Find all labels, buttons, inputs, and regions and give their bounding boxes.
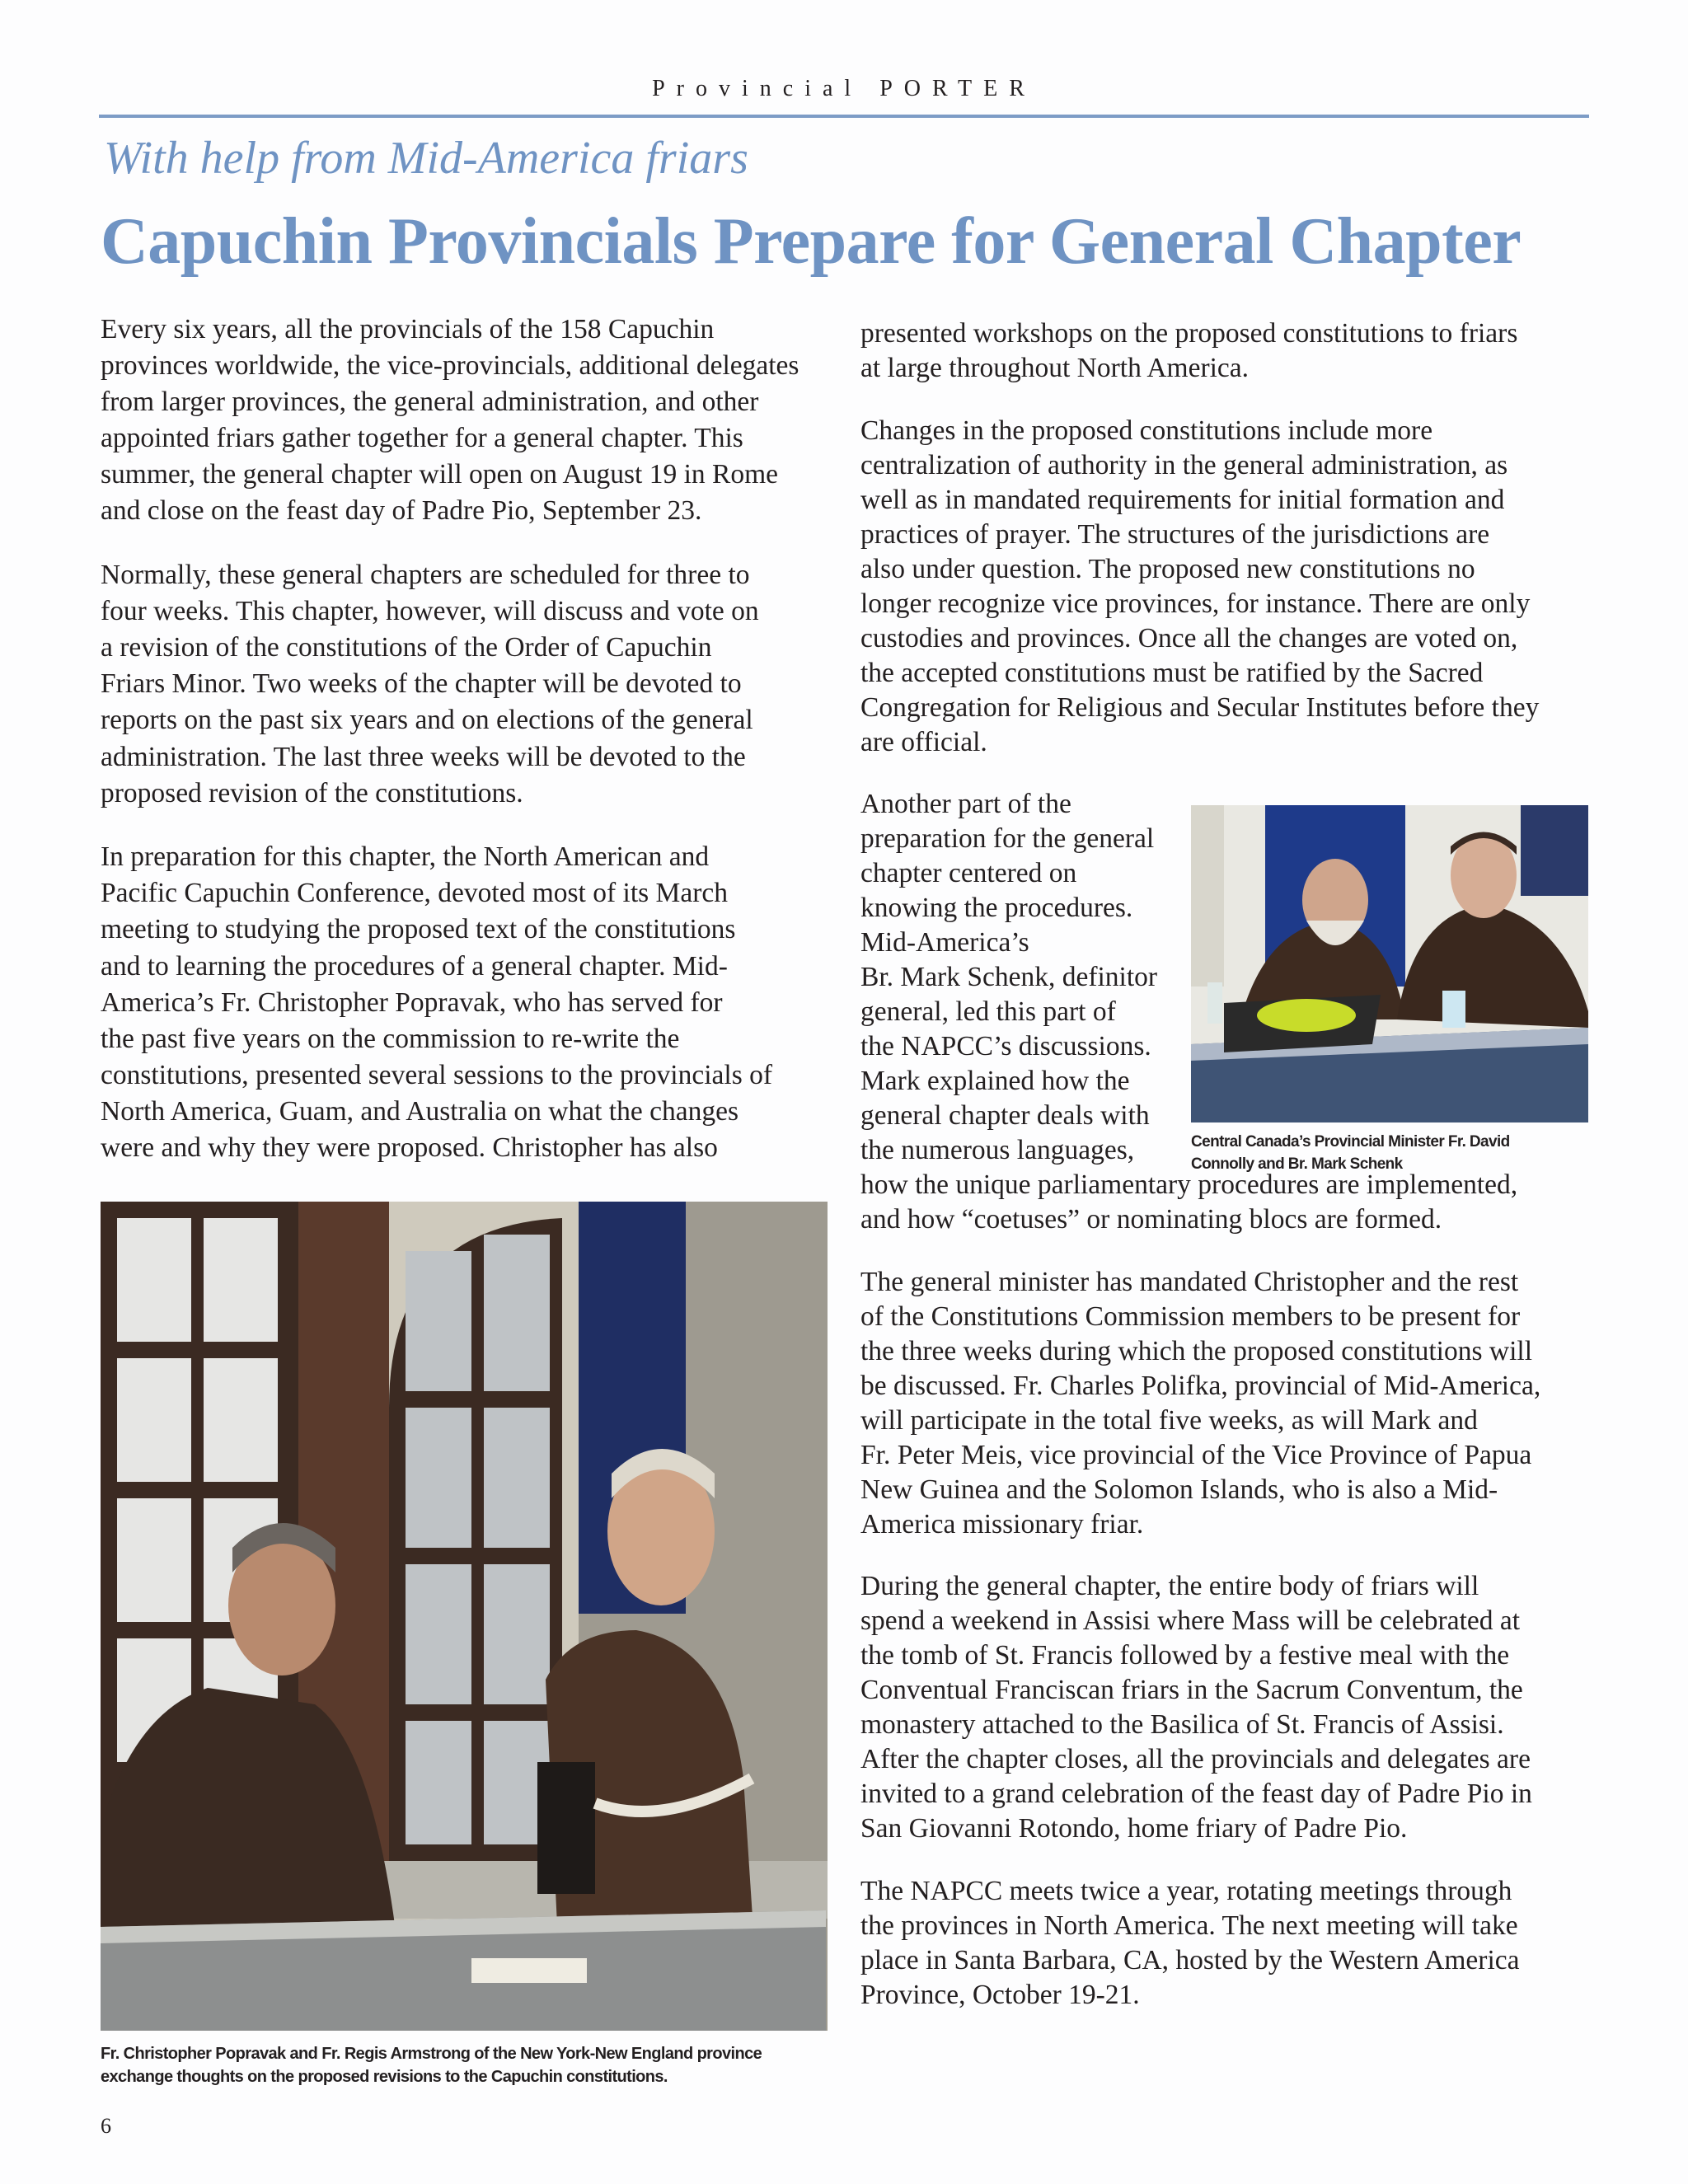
text-line: the tomb of St. Francis followed by a festive meal with the (860, 1640, 1510, 1671)
text-line: presented workshops on the proposed constitutions to friars (860, 318, 1518, 349)
text-line: be discussed. Fr. Charles Polifka, provincial of Mid-America, (860, 1370, 1541, 1401)
text-line: spend a weekend in Assisi where Mass will be celebrated at (860, 1605, 1521, 1636)
text-line: from larger provinces, the general administration, and other (101, 387, 759, 418)
text-line: Conventual Franciscan friars in the Sacrum Conventum, the (860, 1675, 1523, 1705)
text-line: America’s Fr. Christopher Popravak, who has served for (101, 987, 723, 1018)
text-line: reports on the past six years and on elections of the general (101, 705, 753, 736)
text-line: During the general chapter, the entire body of friars will (860, 1571, 1479, 1601)
text-line: the accepted constitutions must be ratified by the Sacred (860, 657, 1484, 688)
text-line: Fr. Peter Meis, vice provincial of the Vice Province of Papua (860, 1439, 1532, 1470)
text-line: well as in mandated requirements for initial formation and (860, 484, 1505, 515)
text-line: appointed friars gather together for a general chapter. This (101, 423, 743, 454)
text-line: America missionary friar. (860, 1508, 1144, 1540)
text-line: invited to a grand celebration of the feast day of Padre Pio in (860, 1779, 1532, 1809)
photo-2-caption (1191, 1131, 1510, 1175)
text-line: North America, Guam, and Australia on what the changes (101, 1095, 739, 1127)
paragraph-gap (101, 530, 799, 558)
text-line: practices of prayer. The structures of the jurisdictions are (860, 518, 1490, 550)
text-line: the NAPCC’s discussions. (860, 1031, 1151, 1062)
text-line: Congregation for Religious and Secular Institutes before they (860, 691, 1540, 723)
text-line: After the chapter closes, all the provincials and delegates are (860, 1744, 1531, 1774)
paragraph-gap (860, 760, 1540, 788)
text-line: Every six years, all the provincials of the 158 Capuchin (101, 314, 715, 344)
text-line: place in Santa Barbara, CA, hosted by the Western America (860, 1944, 1520, 1975)
text-line: Pacific Capuchin Conference, devoted most of its March (101, 878, 728, 909)
text-line: meeting to studying the proposed text of the constitutions (101, 914, 736, 945)
paragraph-gap (860, 386, 1540, 414)
paragraph-gap (860, 1846, 1540, 1874)
text-line: In preparation for this chapter, the North American and (101, 841, 710, 873)
text-line: a revision of the constitutions of the Order of Capuchin (101, 632, 712, 663)
text-line: proposed revision of the constitutions. (101, 777, 523, 808)
text-line: of the Constitutions Commission members to be present for (860, 1301, 1521, 1332)
running-head: Provincial PORTER (652, 76, 1036, 101)
text-line: the provinces in North America. The next meeting will take (860, 1910, 1518, 1941)
text-line: Changes in the proposed constitutions include more (860, 415, 1433, 446)
text-line: general, led this part of (860, 996, 1116, 1027)
text-line: and how “coetuses” or nominating blocs are formed. (860, 1204, 1442, 1235)
text-line: also under question. The proposed new constitutions no (860, 553, 1475, 584)
caption-line: Connolly and Br. Mark Schenk (1191, 1155, 1403, 1173)
text-line: four weeks. This chapter, however, will discuss and vote on (101, 596, 759, 627)
page-number: 6 (101, 2114, 111, 2138)
paragraph-gap (860, 1237, 1540, 1265)
text-line: the numerous languages, (860, 1135, 1135, 1165)
text-line: San Giovanni Rotondo, home friary of Padre Pio. (860, 1813, 1408, 1844)
text-line: at large throughout North America. (860, 353, 1250, 383)
text-line: preparation for the general (860, 823, 1155, 854)
text-line: Mark explained how the (860, 1066, 1130, 1096)
text-line: centralization of authority in the general administration, as (860, 449, 1508, 480)
text-line: will participate in the total five weeks, as will Mark and (860, 1404, 1478, 1436)
text-line: are official. (860, 726, 987, 757)
text-line: general chapter deals with (860, 1100, 1150, 1131)
text-line: Friars Minor. Two weeks of the chapter will be devoted to (101, 668, 742, 700)
photo-friars-at-table (1191, 805, 1588, 1122)
text-line: custodies and provinces. Once all the changes are voted on, (860, 622, 1518, 654)
text-line: the three weeks during which the proposed constitutions will (860, 1335, 1533, 1366)
text-line: Province, October 19-21. (860, 1979, 1140, 2010)
caption-line: Central Canada’s Provincial Minister Fr. David (1191, 1133, 1510, 1151)
article-kicker: With help from Mid-America friars (104, 133, 748, 184)
photo-1-caption (101, 2042, 762, 2088)
text-line: administration. The last three weeks will be devoted to the (101, 741, 746, 772)
text-line: Another part of the (860, 789, 1071, 819)
text-line: constitutions, presented several sessions to the provincials of (101, 1059, 773, 1090)
paragraph-gap (101, 812, 799, 840)
left-column (101, 312, 799, 1166)
text-line: knowing the procedures. (860, 893, 1133, 923)
text-line: chapter centered on (860, 858, 1077, 888)
photo-friars-conversation (101, 1202, 828, 2031)
text-line: summer, the general chapter will open on August 19 in Rome (101, 459, 779, 490)
text-line: The general minister has mandated Christopher and the rest (860, 1266, 1519, 1297)
text-line: longer recognize vice provinces, for instance. There are only (860, 588, 1531, 619)
text-line: the past five years on the commission to re-write the (101, 1023, 680, 1054)
text-line: Normally, these general chapters are scheduled for three to (101, 560, 750, 591)
text-line: and close on the feast day of Padre Pio, September 23. (101, 495, 702, 527)
text-line: New Guinea and the Solomon Islands, who is also a Mid- (860, 1474, 1498, 1505)
text-line: how the unique parliamentary procedures are implemented, (860, 1169, 1518, 1200)
text-line: provinces worldwide, the vice-provincials, additional delegates (101, 350, 799, 382)
text-line: and to learning the procedures of a general chapter. Mid- (101, 950, 728, 982)
text-line: monastery attached to the Basilica of St. Francis of Assisi. (860, 1709, 1504, 1740)
paragraph-gap (860, 1542, 1540, 1570)
text-line: were and why they were proposed. Christopher has also (101, 1132, 718, 1163)
text-line: Mid-America’s (860, 927, 1029, 958)
header-rule (99, 115, 1589, 118)
caption-line: exchange thoughts on the proposed revisions to the Capuchin constitutions. (101, 2068, 668, 2086)
text-line: Br. Mark Schenk, definitor (860, 962, 1158, 992)
text-line: The NAPCC meets twice a year, rotating meetings through (860, 1875, 1512, 1906)
article-title: Capuchin Provincials Prepare for General Chapter (101, 205, 1522, 278)
caption-line: Fr. Christopher Popravak and Fr. Regis Armstrong of the New York-New England province (101, 2045, 762, 2063)
